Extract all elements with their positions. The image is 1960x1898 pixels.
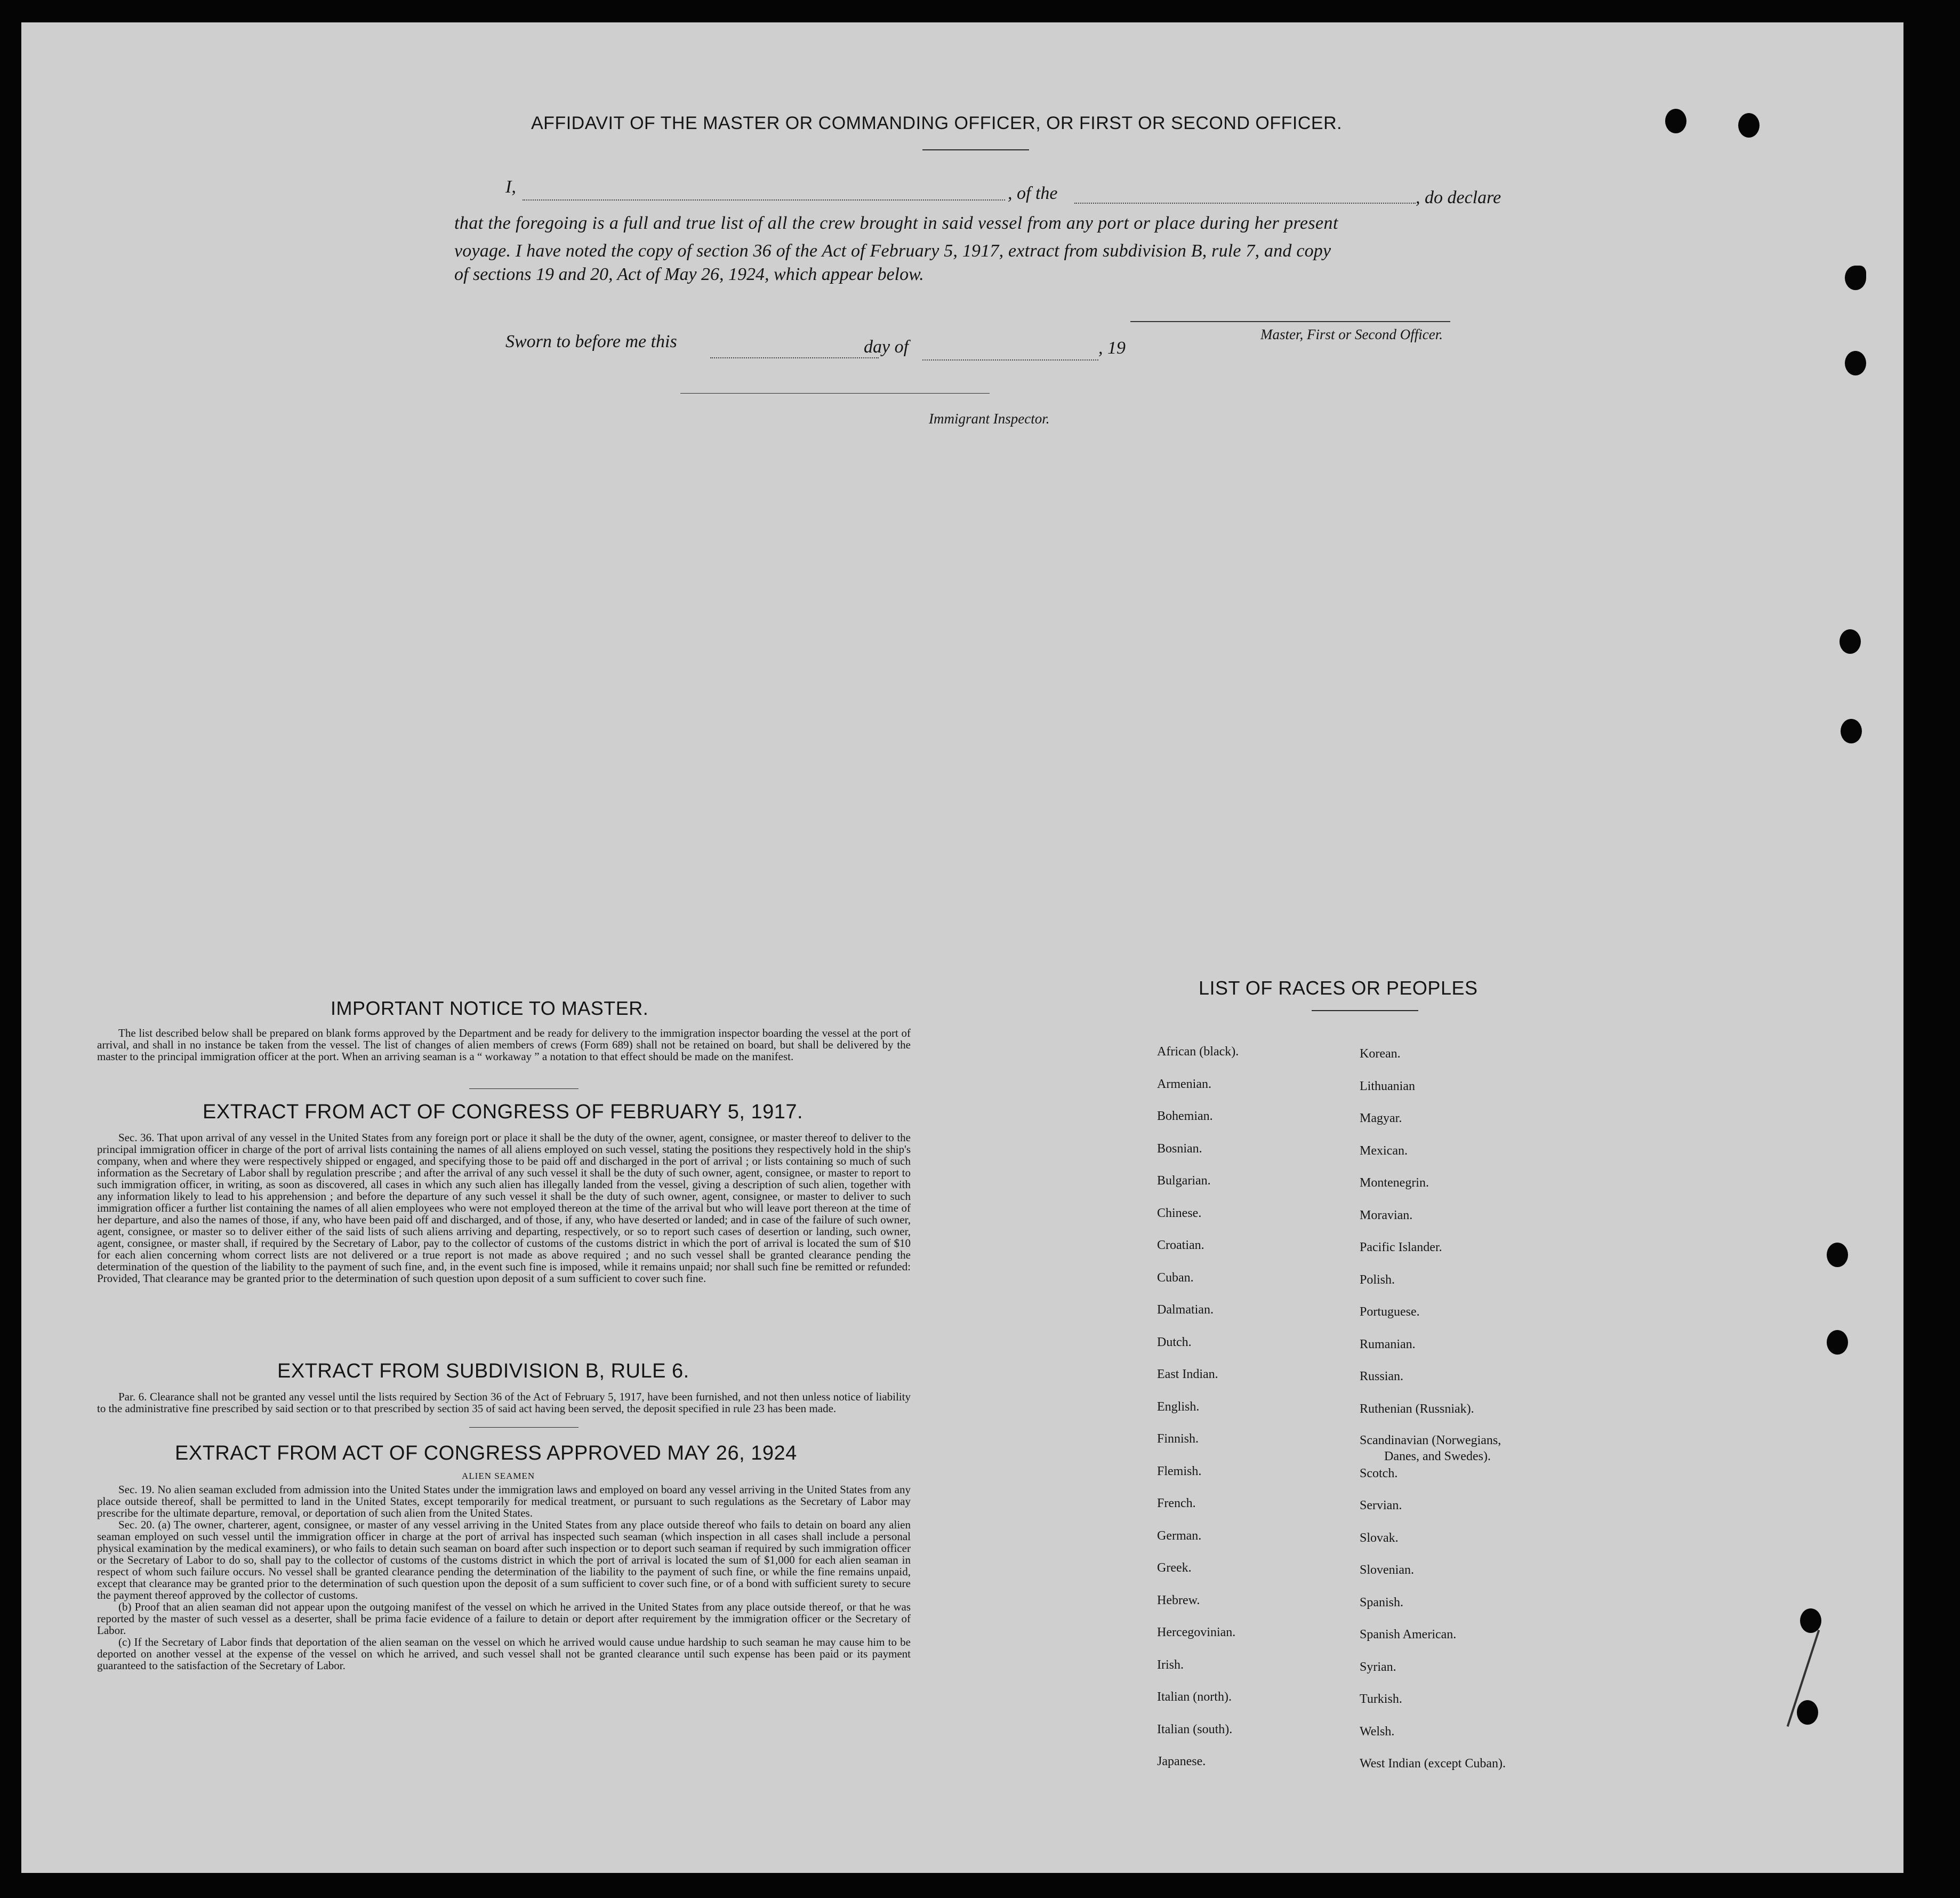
affidavit-i-label: I,	[505, 177, 516, 197]
inspector-caption: Immigrant Inspector.	[929, 411, 1050, 427]
race-item: Bosnian.	[1157, 1141, 1202, 1156]
affidavit-body-line: of sections 19 and 20, Act of May 26, 1924, which appear below.	[454, 265, 924, 284]
race-item: English.	[1157, 1399, 1200, 1414]
inspector-signature-line[interactable]	[680, 393, 990, 394]
race-item: Ruthenian (Russniak).	[1360, 1402, 1474, 1416]
race-item: Cuban.	[1157, 1270, 1194, 1285]
race-item: French.	[1157, 1496, 1196, 1510]
race-item: Korean.	[1360, 1047, 1401, 1061]
race-item: Scotch.	[1360, 1466, 1398, 1480]
binder-hole	[1800, 1608, 1821, 1633]
race-item: Italian (north).	[1157, 1690, 1232, 1704]
race-item: Japanese.	[1157, 1755, 1206, 1768]
race-item: Croatian.	[1157, 1238, 1204, 1252]
rule6-title: EXTRACT FROM SUBDIVISION B, RULE 6.	[277, 1360, 689, 1382]
officer-caption: Master, First or Second Officer.	[1260, 326, 1443, 342]
affidavit-title: AFFIDAVIT OF THE MASTER OR COMMANDING OFFICER, OR FIRST OR SECOND OFFICER.	[531, 113, 1343, 133]
officer-signature-line[interactable]	[1130, 321, 1450, 322]
race-item: Bulgarian.	[1157, 1174, 1211, 1188]
race-item: Polish.	[1360, 1272, 1395, 1287]
race-item: Slovenian.	[1360, 1563, 1414, 1577]
race-item: Bohemian.	[1157, 1109, 1213, 1123]
race-item	[1360, 1425, 1506, 1463]
race-item: Slovak.	[1360, 1531, 1399, 1545]
binder-hole	[1665, 109, 1686, 133]
year-label: , 19	[1098, 338, 1126, 358]
binder-hole	[1738, 113, 1760, 138]
races-right-column	[1360, 1038, 1506, 1780]
race-item: Armenian.	[1157, 1077, 1211, 1091]
binder-hole	[1839, 629, 1861, 654]
day-of-label: day of	[864, 337, 909, 357]
race-item: Chinese.	[1157, 1206, 1202, 1220]
race-item: Spanish.	[1360, 1595, 1404, 1609]
race-item-line: Scandinavian (Norwegians,	[1360, 1433, 1501, 1447]
race-item: German.	[1157, 1528, 1202, 1543]
extract-1917-text: Sec. 36. That upon arrival of any vessel in the United States from any foreign port or place it shall be the duty of the owner, agent, consignee, or master thereof to deliver to the principal immigration officer in charge of the port of arrival lists containing the names of all aliens employed on such vessel, stating the positions they respectively hold in the ship's company, when and where they were respectively shipped or engaged, and specifying those to be paid off and discharged in the port of arrival ; or lists containing so much of such information as the Secretary of Labor shall by regulation prescribe ; and after the arrival of any such vessel it shall be the duty of such owner, agent, consignee, or master to report to such immigration officer, in writing, as soon as discovered, all cases in which any such alien has illegally landed from the vessel, giving a description of such alien, together with any information likely to lead to his apprehension ; and before the departure of any such vessel it shall be the duty of such owner, agent, consignee, or master to deliver to such immigration officer a further list containing the names of all alien employees who were not employed thereon at the time of the arrival but who will leave port thereon at the time of her departure, and also the names of those, if any, who have been paid off and discharged, and of those, if any, who have deserted or landed; and in case of the failure of such owner, agent, consignee, or master so to deliver either of the said lists of such aliens arriving and departing, respectively, or so to report such cases of desertion or landing, such owner, agent, consignee, or master shall, if required by the Secretary of Labor, pay to the collector of customs of the customs district in which the port of arrival is located the sum of $10 for each alien concerning whom correct lists are not delivered or a true report is not made as above required ; and no such vessel shall be granted clearance pending the determination of the question of the liability to the payment of such fine, and, in the event such fine is imposed, while it remains unpaid; nor shall such fine be remitted or refunded: Provided, That clearance may be granted prior to the determination of such question upon deposit of a sum sufficient to cover such fine.	[97, 1131, 911, 1285]
races-divider	[1312, 1010, 1418, 1011]
race-item: Pacific Islander.	[1360, 1240, 1442, 1254]
binder-hole	[1845, 351, 1866, 375]
sworn-day-line[interactable]	[710, 357, 879, 358]
races-title: LIST OF RACES OR PEOPLES	[1199, 977, 1478, 999]
race-item: Turkish.	[1360, 1692, 1402, 1706]
race-item: Hebrew.	[1157, 1593, 1200, 1607]
section-divider	[469, 1427, 579, 1428]
race-item: Flemish.	[1157, 1464, 1202, 1478]
race-item: Welsh.	[1360, 1724, 1395, 1739]
affidavit-body-line: voyage. I have noted the copy of section 36 of the Act of February 5, 1917, extract from subdivision B, rule 7, and copy	[454, 241, 1331, 261]
document-sheet	[21, 22, 1903, 1873]
rule6-text: Par. 6. Clearance shall not be granted any vessel until the lists required by Section 36 of the Act of February 5, 1917, have been furnished, and not then unless notice of liability to the administrative fine prescribed by said section or to that prescribed by section 35 of said act having been served, the deposit specified in rule 23 has been made.	[97, 1390, 911, 1415]
title-divider	[922, 149, 1029, 150]
binder-hole	[1827, 1330, 1848, 1355]
race-item: East Indian.	[1157, 1367, 1218, 1381]
race-item: Spanish American.	[1360, 1628, 1457, 1641]
race-item: Syrian.	[1360, 1660, 1396, 1674]
sworn-label: Sworn to before me this	[505, 332, 677, 351]
race-item: Dalmatian.	[1157, 1303, 1214, 1317]
race-item: Portuguese.	[1360, 1305, 1420, 1319]
affidavit-body-line: that the foregoing is a full and true list of all the crew brought in said vessel from any port or place during her present	[454, 213, 1338, 233]
race-item: African (black).	[1157, 1045, 1239, 1059]
extract-1917-title: EXTRACT FROM ACT OF CONGRESS OF FEBRUARY 5, 1917.	[203, 1101, 804, 1123]
binder-hole	[1797, 1700, 1818, 1725]
notice-title: IMPORTANT NOTICE TO MASTER.	[331, 997, 649, 1019]
alien-seamen-subhead: ALIEN SEAMEN	[462, 1471, 535, 1481]
races-left-column	[1157, 1036, 1239, 1778]
sworn-month-line[interactable]	[922, 359, 1098, 361]
race-item: Lithuanian	[1360, 1079, 1415, 1093]
race-item: Moravian.	[1360, 1208, 1413, 1222]
race-item-line: Danes, and Swedes).	[1384, 1449, 1491, 1463]
extract-1924-title: EXTRACT FROM ACT OF CONGRESS APPROVED MAY 26, 1924	[175, 1442, 797, 1464]
race-item: Hercegovinian.	[1157, 1625, 1236, 1639]
race-item: West Indian (except Cuban).	[1360, 1757, 1506, 1771]
affidavit-declare-label: , do declare	[1416, 188, 1501, 207]
section-divider	[469, 1088, 579, 1089]
affidavit-of-the-label: , of the	[1008, 183, 1058, 203]
race-item: Servian.	[1360, 1499, 1402, 1512]
binder-hole	[1845, 266, 1866, 290]
notice-text: The list described below shall be prepared on blank forms approved by the Department and be ready for delivery to the immigration inspector boarding the vessel at the port of arrival, and shall in no instance be taken from the vessel. The list of changes of alien members of crews (Form 689) shall not be retained on board, but shall be delivered by the master to the principal immigration officer at the port. When an arriving seaman is a “ workaway ” a notation to that effect should be made on the manifest.	[97, 1027, 911, 1063]
race-item: Mexican.	[1360, 1143, 1408, 1158]
race-item: Italian (south).	[1157, 1722, 1233, 1736]
race-item: Rumanian.	[1360, 1337, 1416, 1351]
binder-hole	[1841, 719, 1862, 743]
binder-hole	[1827, 1243, 1848, 1267]
extract-1924-text: Sec. 19. No alien seaman excluded from admission into the United States under the immigration laws and employed on board any vessel arriving in the United States from any place outside thereof, shall be permitted to land in the United States, except temporarily for medical treatment, or pursuant to such regulations as the Secretary of Labor may prescribe for the ultimate departure, removal, or deportation of such alien from the United States. Sec. 20. (a) The owner, charterer, agent, consignee, or master of any vessel arriving in the United States from any place outside thereof who fails to detain on board any alien seaman employed on such vessel until the immigration officer in charge at the port of arrival has inspected such seaman (which inspection in all cases shall include a personal physical examination by the medical examiners), or who fails to detain such seaman on board after such inspection or to deport such seaman if required by such immigration officer or the Secretary of Labor to do so, shall pay to the collector of customs of the customs district in which the port of arrival is located the sum of $1,000 for each alien seaman in respect of whom such failure occurs. No vessel shall be granted clearance pending the determination of the liability to the payment of such fine, or while the fine remains unpaid, except that clearance may be granted prior to the determination of such question upon the deposit of a sum sufficient to cover such fine, or of a bond with sufficient surety to secure the payment thereof approved by the collector of customs. (b) Proof that an alien seaman did not appear upon the outgoing manifest of the vessel on which he arrived in the United States from any place outside thereof, or that he was reported by the master of such vessel as a deserter, shall be prima facie evidence of a failure to detain or deport after requirement by the immigration officer or the Secretary of Labor. (c) If the Secretary of Labor finds that deportation of the alien seaman on the vessel on which he arrived would cause undue hardship to such seaman he may cause him to be deported on another vessel at the expense of the vessel on which he arrived, and such vessel shall not be granted clearance until such expense has been paid or its payment guaranteed to the satisfaction of the Secretary of Labor.	[97, 1483, 911, 1672]
race-item: Finnish.	[1157, 1432, 1199, 1446]
race-item: Greek.	[1157, 1561, 1192, 1575]
race-item: Montenegrin.	[1360, 1176, 1429, 1190]
race-item: Russian.	[1360, 1370, 1404, 1383]
race-item: Magyar.	[1360, 1111, 1402, 1125]
master-name-line[interactable]	[523, 199, 1005, 201]
vessel-name-line[interactable]	[1074, 203, 1416, 204]
race-item: Irish.	[1157, 1657, 1184, 1672]
race-item: Dutch.	[1157, 1335, 1192, 1349]
